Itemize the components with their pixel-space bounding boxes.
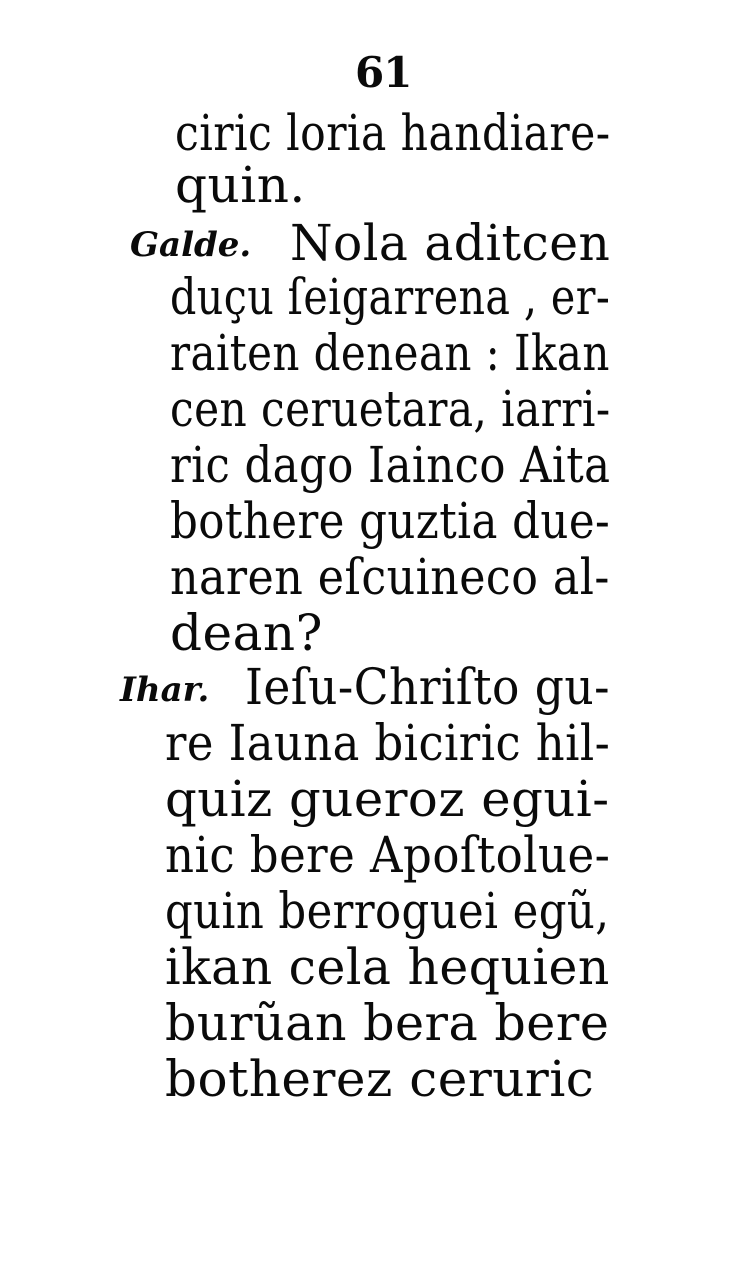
answer-line-3: quiz gueroz egui- (165, 770, 610, 828)
answer-line-1: Ieſu-Chriſto gu- (245, 658, 610, 716)
answer-line-6: ikan cela hequien (165, 938, 610, 996)
question-line-1: Nola aditcen (290, 214, 611, 272)
question-line-3: raiten denean : Ikan (170, 324, 610, 382)
answer-line-7: burũan bera bere (165, 994, 610, 1052)
question-line-8: dean? (170, 604, 323, 662)
question-line-5: ric dago Iainco Aita (170, 436, 611, 494)
answer-line-4: nic bere Apoſtolue- (165, 826, 611, 884)
page-number: 61 (355, 48, 412, 97)
answer-line-8: botherez ceruric (165, 1050, 595, 1108)
question-line-2: duçu ſeigarrena , er- (170, 268, 611, 326)
speaker-ihar: Ihar. (120, 670, 210, 710)
answer-line-2: re Iauna biciric hil- (165, 714, 611, 772)
answer-line-5: quin berroguei egũ, (165, 882, 610, 940)
intro-line-2: quin. (175, 156, 306, 214)
speaker-galde: Galde. (130, 225, 252, 265)
intro-line-1: ciric loria handiare- (175, 104, 611, 162)
question-line-7: naren eſcuineco al- (170, 548, 610, 606)
question-line-6: bothere guztia due- (170, 492, 611, 550)
question-line-4: cen ceruetara, iarri- (170, 380, 611, 438)
